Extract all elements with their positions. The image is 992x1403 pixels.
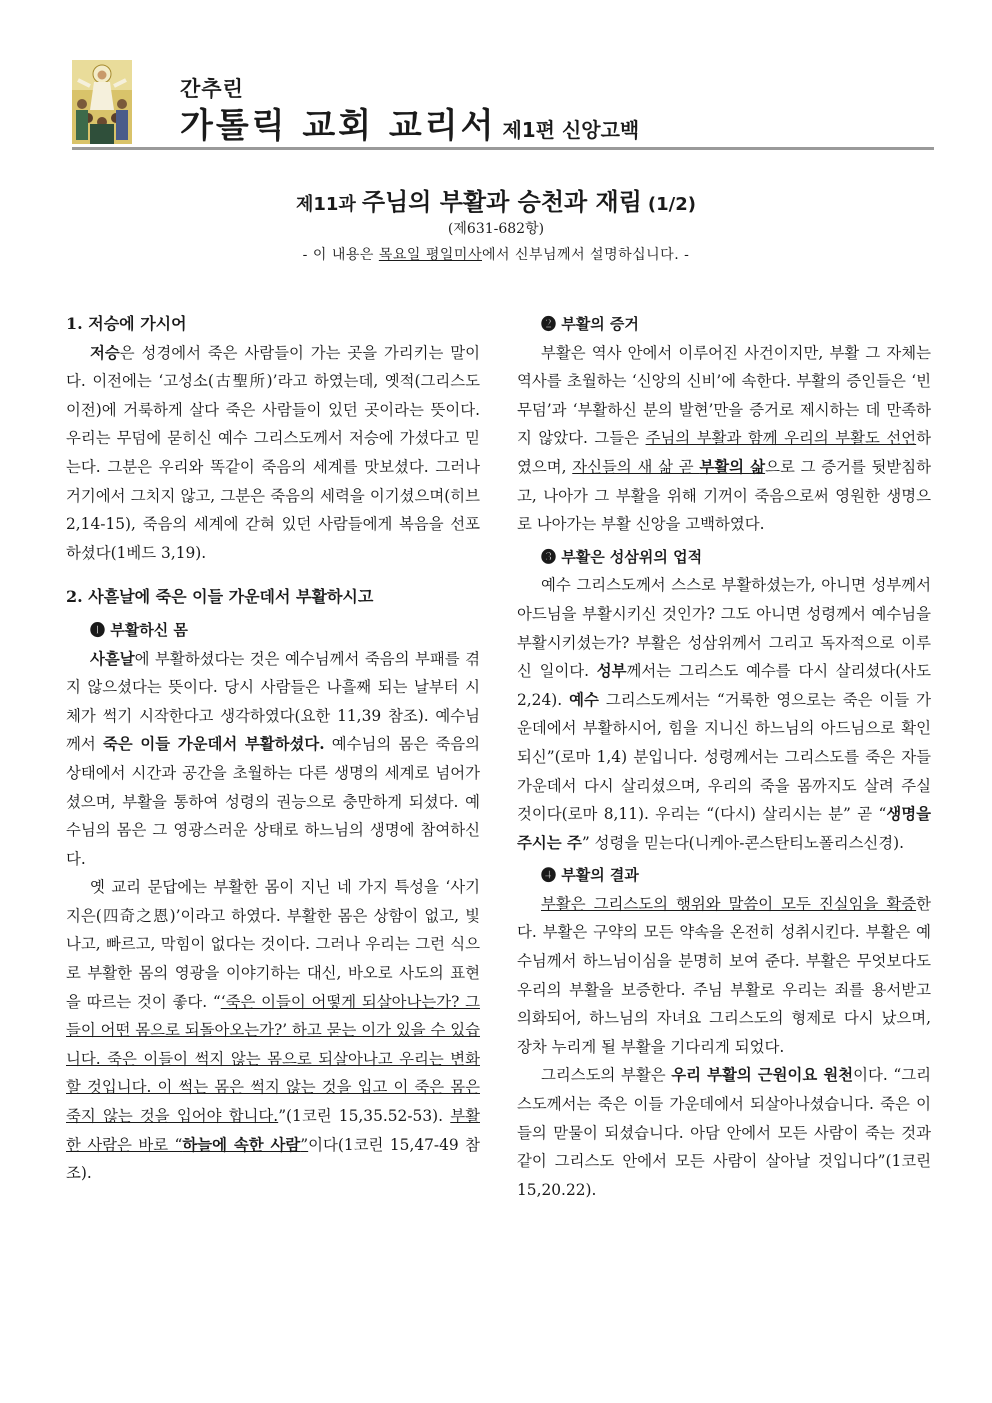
section-1-paragraph: 저승은 성경에서 죽은 사람들이 가는 곳을 가리키는 말이다. 이전에는 ‘고성소(古聖所)’라고 하였는데, 옛적(그리스도 이전)에 거룩하게 살다 죽은 사람들이 있던 곳이라는 뜻이다. 우리는 무덤에 묻히신 예수 그리스도께서 저승에 가셨다고 믿는다. 그분은 우리와 똑같이 죽음의 세계를 맛보셨다. 그러나 거기에서 그치지 않고, 그분은 죽음의 세력을 이기셨으며(히브 2,14-15), 죽음의 세계에 갇혀 있던 사람들에게 복음을 선포하셨다(1베드 3,19). <box>66 343 480 562</box>
subsection-1-heading: ❶ 부활하신 몸 <box>90 620 188 639</box>
lesson-number: 제11과 <box>296 194 356 215</box>
subsection-4-paragraph-1: 부활은 그리스도의 행위와 말씀이 모두 진실임을 확증한다. 부활은 구약의 모든 약속을 온전히 성취시킨다. 부활은 예수님께서 하느님이심을 분명히 보여 준다. 부활은 무엇보다도 우리의 부활을 보증한다. 주님 부활로 우리는 죄를 용서받고 의화되어, 하느님의 자녀요 그리스도의 형제로 다시 났으며, 장차 누리게 될 부활을 기다리게 되었다. <box>517 894 931 1056</box>
header-small-title: 간추린 <box>180 77 244 101</box>
subsection-2-heading: ❷ 부활의 증거 <box>541 315 639 333</box>
lesson-main-title: 주님의 부활과 승천과 재림 <box>361 188 642 216</box>
lesson-part: (1/2) <box>647 194 696 215</box>
section-2-heading: 2. 사흗날에 죽은 이들 가운데서 부활하시고 <box>66 587 374 607</box>
paragraph-reference: (제631-682항) <box>447 221 545 237</box>
subsection-4-heading: ❹ 부활의 결과 <box>541 866 639 885</box>
header-rule <box>72 147 934 150</box>
right-column <box>517 310 931 1204</box>
section-1-heading: 1. 저승에 가시어 <box>66 314 187 333</box>
subsection-4-paragraph-2: 그리스도의 부활은 우리 부활의 근원이요 원천이다. “그리스도께서는 죽은 이들 가운데에서 되살아나셨습니다. 죽은 이들의 맏물이 되셨습니다. 아담 안에서 모든 사람이 죽는 것과 같이 그리스도 안에서 모든 사람이 살아날 것입니다”(1코린 15,20.22). <box>517 1066 931 1199</box>
lesson-note: - 이 내용은 목요일 평일미사에서 신부님께서 설명하십니다. - <box>302 247 690 263</box>
subsection-3-heading: ❸ 부활은 성삼위의 업적 <box>541 547 703 566</box>
subsection-3-paragraph: 예수 그리스도께서 스스로 부활하셨는가, 아니면 성부께서 아드님을 부활시키신 것인가? 그도 아니면 성령께서 예수님을 부활시키셨는가? 부활은 성삼위께서 그리고 독자적으로 이루신 일이다. 성부께서는 그리스도 예수를 다시 살리셨다(사도 2,24). 예수 그리스도께서는 “거룩한 영으로는 죽은 이들 가운데에서 부활하시어, 힘을 지니신 하느님의 아드님으로 확인되신”(로마 1,4) 분입니다. 성령께서는 그리스도를 죽은 자들 가운데서 다시 살리셨으며, 우리의 죽을 몸까지도 살려 주실 것이다(로마 8,11). 우리는 “(다시) 살리시는 분” 곧 “생명을 주시는 주” 성령을 믿는다(니케아-콘스탄티노폴리스신경). <box>517 576 932 852</box>
lesson-title <box>0 182 992 217</box>
header-big-title: 가톨릭 교회 교리서 제1편 신앙고백 <box>180 106 640 146</box>
subsection-1-paragraph-1: 사흗날에 부활하셨다는 것은 예수님께서 죽음의 부패를 겪지 않으셨다는 뜻이다. 당시 사람들은 나흘째 되는 날부터 시체가 썩기 시작한다고 생각하였다(요한 11,39 참조). 예수님께서 죽은 이들 가운데서 부활하셨다. 예수님의 몸은 죽음의 상태에서 시간과 공간을 초월하는 다른 생명의 세계로 넘어가셨으며, 부활을 통하여 성령의 권능으로 충만하게 되셨다. 예수님의 몸은 그 영광스러운 상태로 하느님의 생명에 참여하신다. <box>66 649 480 868</box>
left-column <box>66 310 480 1188</box>
subsection-1-paragraph-2: 옛 교리 문답에는 부활한 몸이 지닌 네 가지 특성을 ‘사기지은(四奇之恩)’이라고 하였다. 부활한 몸은 상함이 없고, 빛나고, 빠르고, 막힘이 없다는 것이다. 그러나 우리는 그런 식으로 부활한 몸의 영광을 이야기하는 대신, 바오로 사도의 표현을 따르는 것이 좋다. “‘죽은 이들이 어떻게 되살아나는가? 그들이 어떤 몸으로 되돌아오는가?’ 하고 묻는 이가 있을 수 있습니다. 죽은 이들이 썩지 않는 몸으로 되살아나고 우리는 변화할 것입니다. 이 썩는 몸은 썩지 않는 것을 입고 이 죽은 몸은 죽지 않는 것을 입어야 합니다.”(1코린 15,35.52-53). 부활한 사람은 바로 “하늘에 속한 사람”이다(1코린 15,47-49 참조). <box>66 878 481 1183</box>
subsection-2-paragraph: 부활은 역사 안에서 이루어진 사건이지만, 부활 그 자체는 역사를 초월하는 ‘신앙의 신비’에 속한다. 부활의 증인들은 ‘빈 무덤’과 ‘부활하신 분의 발현’만을 증거로 제시하는 데 만족하지 않았다. 그들은 주님의 부활과 함께 우리의 부활도 선언하였으며, 자신들의 새 삶 곧 부활의 삶으로 그 증거를 뒷받침하고, 나아가 그 부활을 위해 기꺼이 죽음으로써 영원한 생명으로 나아가는 부활 신앙을 고백하였다. <box>517 343 932 534</box>
risen-christ-logo <box>72 60 132 144</box>
header-subtitle: 제1편 신앙고백 <box>502 118 640 142</box>
page-header <box>72 60 934 150</box>
